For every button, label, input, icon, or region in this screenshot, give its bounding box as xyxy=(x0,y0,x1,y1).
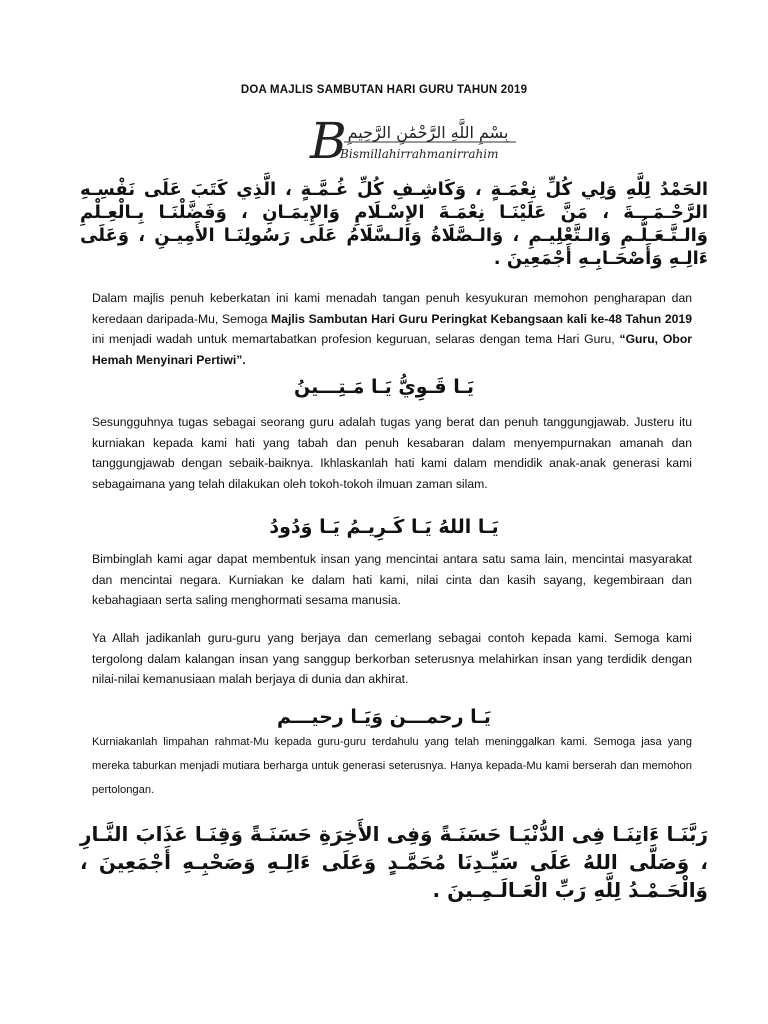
paragraph-3: Bimbinglah kami agar dapat membentuk insan yang mencintai antara satu sama lain, mencintai masyarakat dan mencintai negara. Kurniakan ke dalam hati kami, nilai cinta dan kasih sayang, kegembiraan dan kebahagiaan serta saling menghormati sesama manusia. xyxy=(92,552,692,607)
bismillah-arabic: بِسْمِ اللَّهِ الرَّحْمَٰنِ الرَّحِيمِ xyxy=(347,123,509,142)
bismillah-calligraphy xyxy=(288,112,528,172)
svg-text:B: B xyxy=(310,112,347,170)
document-title: DOA MAJLIS SAMBUTAN HARI GURU TAHUN 2019 xyxy=(240,84,528,96)
paragraph-5: Kurniakanlah limpahan rahmat-Mu kepada guru-guru terdahulu yang telah meninggalkan kami. Semoga jasa yang mereka taburkan menjadi mutiara berharga untuk generasi seterusnya. Hanya kepada-Mu kami berserah dan memohon pertolongan. xyxy=(92,736,692,796)
bismillah-latin: Bismillahirrahmanirrahim xyxy=(340,147,499,161)
invocation-ya-allah: يَـا اللهُ يَـا كَـرِيـمُ يَـا وَدُودُ xyxy=(269,516,499,538)
paragraph-4: Ya Allah jadikanlah guru-guru yang berjaya dan cemerlang sebagai contoh kepada kami. Semoga kami tergolong dalam kalangan insan yang sanggup berkorban seterusnya melahirkan insan yang terdidik dengan nilai-nilai kemanusiaan malah berjaya di dunia dan akhirat. xyxy=(92,631,692,686)
opening-arabic-prayer: الحَمْدُ لِلَّهِ وَلِي كُلِّ نِعْمَـةٍ ، وَكَاشِـفِ كُلِّ غُـمَّـةٍ ، الَّذِي كَتَبَ عَلَى نَفْسِـهِ الرَّحْـمَـــةَ ، مَنَّ عَلَيْنَـا نِعْمَـةَ الإِسْـلَامِ وَالإِيمَـانِ ، وَفَضَّلْنَـا بِـالْعِـلْمِ وَالـتَّـعَـلُّـمِ وَالـتَّعْلِيـمِ ، وَالـصَّلَاةُ وَالـسَّلَامُ عَلَى رَسُولِنَـا الأَمِيـنِ ، وَعَلَى ءَالِـهِ وَأَصْحَـابِـهِ أَجْمَعِينَ . xyxy=(80,179,708,269)
paragraph-1: Dalam majlis penuh keberkatan ini kami menadah tangan penuh kesyukuran memohon pengharapan dan keredaan daripada-Mu, Semoga Majlis Sambutan Hari Guru Peringkat Kebangsaan kali ke-48 Tahun 2019 ini menjadi wadah untuk memartabatkan profesion keguruan, selaras dengan tema Hari Guru, “Guru, Obor Hemah Menyinari Pertiwi”. xyxy=(92,291,693,367)
invocation-ya-rahman: يَـا رحمـــن وَيَـا رحيـــم xyxy=(277,706,491,728)
invocation-ya-qawiyyu: يَـا قَـوِيُّ يَـا مَـتِـــينُ xyxy=(294,376,474,398)
closing-arabic-prayer: رَبَّنَـا ءَاتِنَـا فِى الدُّنْيَـا حَسَنَـةً وَفِى الأَخِرَةِ حَسَنَـةً وَقِنَـا عَذَابَ النَّـارِ ، وَصَلَّى اللهُ عَلَى سَيِّـدِنَا مُحَمَّـدٍ وَعَلَى ءَالِـهِ وَصَحْبِـهِ أَجْمَعِينَ ، وَالْحَـمْـدُ لِلَّهِ رَبِّ الْعَـالَـمِـينَ . xyxy=(80,822,708,902)
paragraph-2: Sesungguhnya tugas sebagai seorang guru adalah tugas yang berat dan penuh tanggungjawab. Justeru itu kurniakan kepada kami hati yang tabah dan penuh kesabaran dalam menyempurnakan amanah dan tanggungjawab dengan sebaik-baiknya. Ikhlaskanlah hati kami dalam mendidik anak-anak generasi kami sebagaimana yang telah dilakukan oleh tokoh-tokoh ilmuan zaman silam. xyxy=(92,415,692,491)
